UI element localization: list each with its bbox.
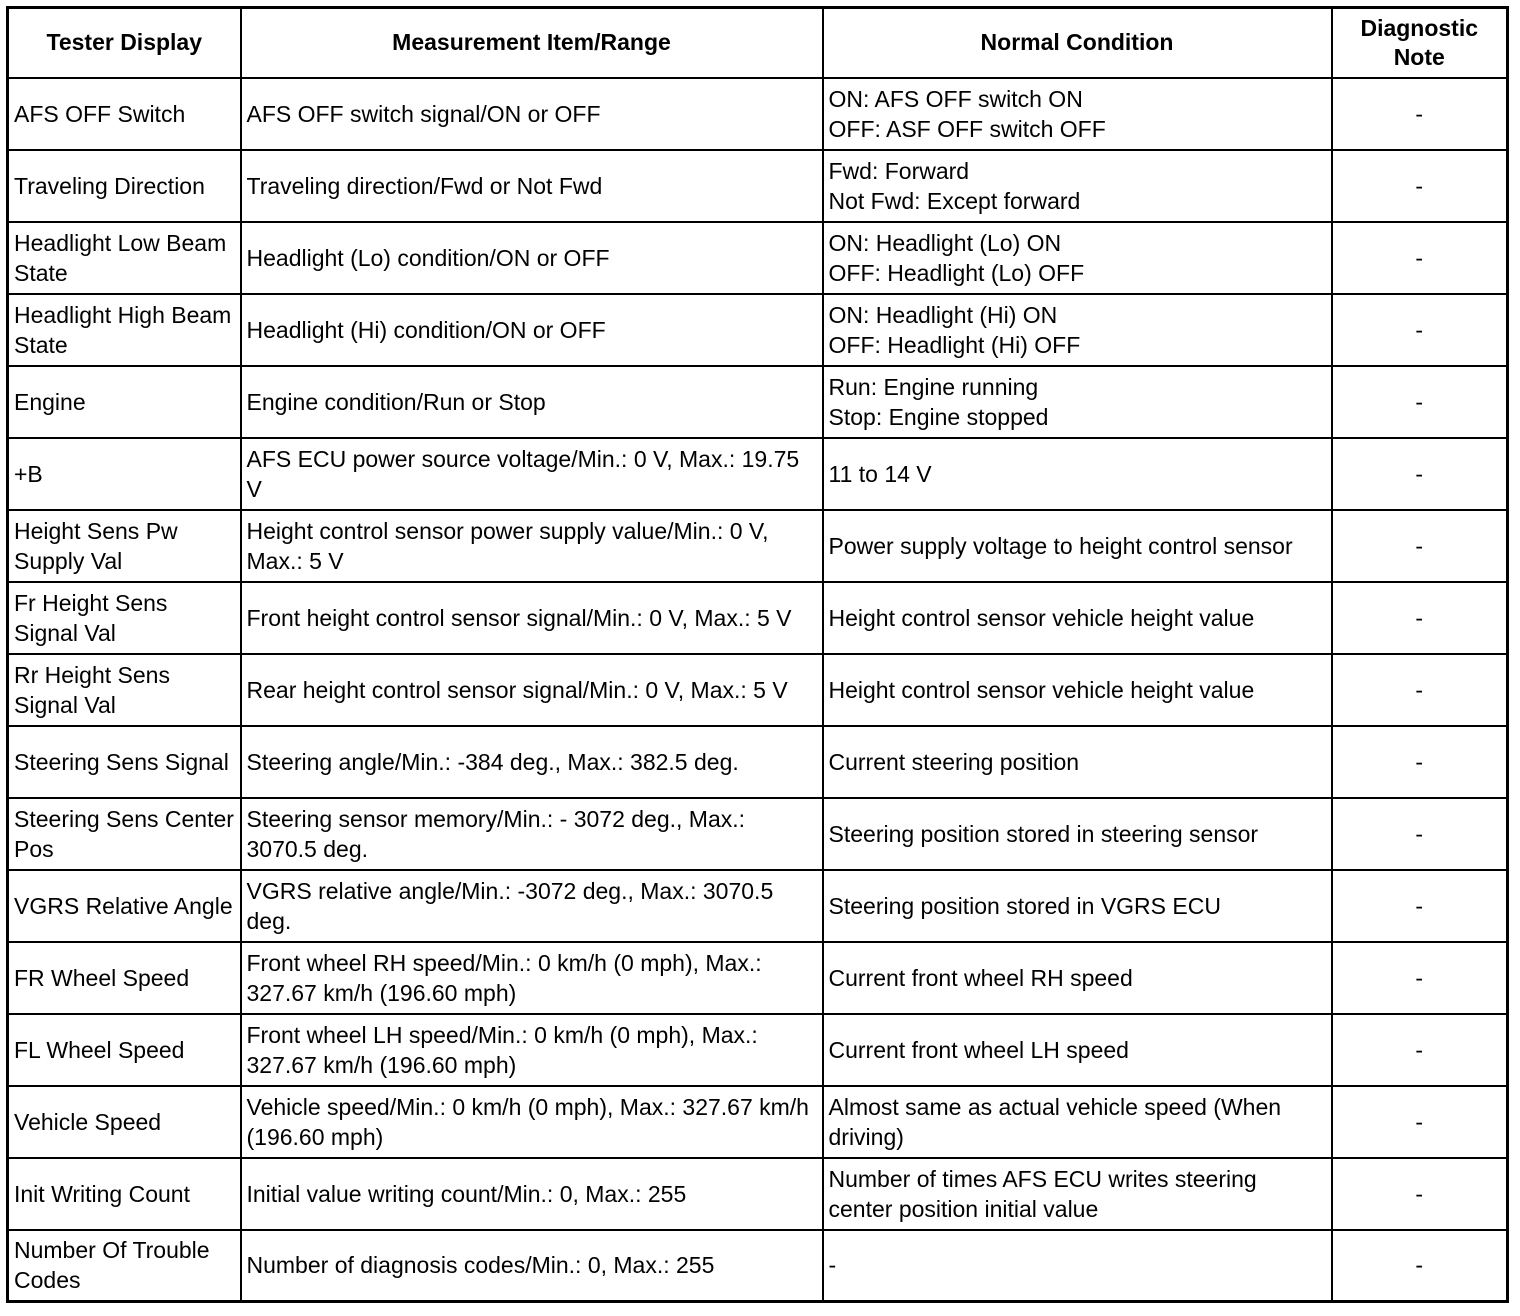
cell-diagnostic-note: - xyxy=(1332,1014,1508,1086)
table-row xyxy=(8,1230,1508,1302)
table-row xyxy=(8,1086,1508,1158)
cell-measurement-item: Headlight (Lo) condition/ON or OFF xyxy=(241,222,823,294)
condition-line: OFF: Headlight (Lo) OFF xyxy=(828,259,1085,286)
cell-normal-condition xyxy=(823,150,1332,222)
cell-measurement-item: Initial value writing count/Min.: 0, Max.: 255 xyxy=(241,1158,823,1230)
cell-diagnostic-note: - xyxy=(1332,942,1508,1014)
cell-diagnostic-note: - xyxy=(1332,726,1508,798)
cell-measurement-item: Front wheel LH speed/Min.: 0 km/h (0 mph), Max.: 327.67 km/h (196.60 mph) xyxy=(241,1014,823,1086)
condition-line: Power supply voltage to height control sensor xyxy=(828,532,1293,559)
cell-tester-display: Engine xyxy=(8,366,241,438)
condition-line: Height control sensor vehicle height value xyxy=(828,676,1255,703)
cell-diagnostic-note: - xyxy=(1332,654,1508,726)
cell-normal-condition xyxy=(823,942,1332,1014)
cell-tester-display: Traveling Direction xyxy=(8,150,241,222)
cell-normal-condition xyxy=(823,1086,1332,1158)
header-diagnostic-note-line1: Diagnostic xyxy=(1360,14,1479,41)
cell-diagnostic-note: - xyxy=(1332,582,1508,654)
cell-measurement-item: Vehicle speed/Min.: 0 km/h (0 mph), Max.: 327.67 km/h (196.60 mph) xyxy=(241,1086,823,1158)
condition-line: Current front wheel RH speed xyxy=(828,964,1133,991)
cell-tester-display: Vehicle Speed xyxy=(8,1086,241,1158)
condition-line: ON: Headlight (Hi) ON xyxy=(828,301,1058,328)
header-row xyxy=(8,8,1508,78)
header-diagnostic-note-line2: Note xyxy=(1393,43,1445,70)
cell-diagnostic-note: - xyxy=(1332,1158,1508,1230)
table-row xyxy=(8,654,1508,726)
header-tester-display: Tester Display xyxy=(8,8,241,78)
header-measurement-item: Measurement Item/Range xyxy=(241,8,823,78)
cell-diagnostic-note: - xyxy=(1332,510,1508,582)
cell-diagnostic-note: - xyxy=(1332,366,1508,438)
cell-normal-condition xyxy=(823,1014,1332,1086)
cell-measurement-item: Rear height control sensor signal/Min.: 0 V, Max.: 5 V xyxy=(241,654,823,726)
table-row xyxy=(8,438,1508,510)
table-row xyxy=(8,726,1508,798)
cell-tester-display: Height Sens Pw Supply Val xyxy=(8,510,241,582)
cell-normal-condition xyxy=(823,510,1332,582)
condition-line: ON: Headlight (Lo) ON xyxy=(828,229,1062,256)
cell-measurement-item: Steering angle/Min.: -384 deg., Max.: 382.5 deg. xyxy=(241,726,823,798)
cell-tester-display: Steering Sens Signal xyxy=(8,726,241,798)
cell-normal-condition xyxy=(823,582,1332,654)
condition-line: Not Fwd: Except forward xyxy=(828,187,1081,214)
cell-normal-condition xyxy=(823,1158,1332,1230)
table-row xyxy=(8,294,1508,366)
cell-diagnostic-note: - xyxy=(1332,438,1508,510)
cell-normal-condition xyxy=(823,1230,1332,1302)
table-row xyxy=(8,510,1508,582)
cell-measurement-item: Engine condition/Run or Stop xyxy=(241,366,823,438)
condition-line: OFF: ASF OFF switch OFF xyxy=(828,115,1106,142)
cell-measurement-item: Number of diagnosis codes/Min.: 0, Max.: 255 xyxy=(241,1230,823,1302)
cell-tester-display: Headlight High Beam State xyxy=(8,294,241,366)
cell-tester-display: Fr Height Sens Signal Val xyxy=(8,582,241,654)
condition-line: - xyxy=(828,1252,837,1279)
cell-tester-display: +B xyxy=(8,438,241,510)
cell-measurement-item: Front wheel RH speed/Min.: 0 km/h (0 mph), Max.: 327.67 km/h (196.60 mph) xyxy=(241,942,823,1014)
table-row xyxy=(8,1158,1508,1230)
cell-tester-display: Rr Height Sens Signal Val xyxy=(8,654,241,726)
condition-line: OFF: Headlight (Hi) OFF xyxy=(828,331,1081,358)
cell-diagnostic-note: - xyxy=(1332,222,1508,294)
table-row xyxy=(8,1014,1508,1086)
cell-tester-display: AFS OFF Switch xyxy=(8,78,241,150)
cell-tester-display: FR Wheel Speed xyxy=(8,942,241,1014)
cell-tester-display: Init Writing Count xyxy=(8,1158,241,1230)
header-diagnostic-note xyxy=(1332,8,1508,78)
cell-measurement-item: Height control sensor power supply value/Min.: 0 V, Max.: 5 V xyxy=(241,510,823,582)
cell-tester-display: FL Wheel Speed xyxy=(8,1014,241,1086)
cell-measurement-item: Traveling direction/Fwd or Not Fwd xyxy=(241,150,823,222)
cell-measurement-item: Steering sensor memory/Min.: - 3072 deg., Max.: 3070.5 deg. xyxy=(241,798,823,870)
condition-line: Almost same as actual vehicle speed (When driving) xyxy=(828,1093,1282,1150)
table-body xyxy=(8,78,1508,1302)
cell-diagnostic-note: - xyxy=(1332,1086,1508,1158)
cell-measurement-item: VGRS relative angle/Min.: -3072 deg., Max.: 3070.5 deg. xyxy=(241,870,823,942)
condition-line: Run: Engine running xyxy=(828,373,1039,400)
cell-measurement-item: AFS ECU power source voltage/Min.: 0 V, Max.: 19.75 V xyxy=(241,438,823,510)
cell-tester-display: Headlight Low Beam State xyxy=(8,222,241,294)
cell-normal-condition xyxy=(823,78,1332,150)
cell-normal-condition xyxy=(823,726,1332,798)
table-row xyxy=(8,942,1508,1014)
table-row xyxy=(8,222,1508,294)
condition-line: Fwd: Forward xyxy=(828,157,970,184)
table-row xyxy=(8,78,1508,150)
cell-diagnostic-note: - xyxy=(1332,870,1508,942)
cell-tester-display: Steering Sens Center Pos xyxy=(8,798,241,870)
condition-line: 11 to 14 V xyxy=(828,460,932,487)
cell-diagnostic-note: - xyxy=(1332,294,1508,366)
cell-normal-condition xyxy=(823,438,1332,510)
header-normal-condition: Normal Condition xyxy=(823,8,1332,78)
data-list-table-container xyxy=(6,6,1506,1303)
condition-line: Steering position stored in VGRS ECU xyxy=(828,892,1221,919)
cell-normal-condition xyxy=(823,798,1332,870)
cell-measurement-item: Front height control sensor signal/Min.: 0 V, Max.: 5 V xyxy=(241,582,823,654)
data-list-table xyxy=(6,6,1509,1303)
condition-line: Current front wheel LH speed xyxy=(828,1036,1129,1063)
condition-line: Number of times AFS ECU writes steering center position initial value xyxy=(828,1165,1257,1222)
condition-line: Steering position stored in steering sensor xyxy=(828,820,1259,847)
cell-diagnostic-note: - xyxy=(1332,150,1508,222)
table-row xyxy=(8,150,1508,222)
cell-normal-condition xyxy=(823,654,1332,726)
condition-line: Stop: Engine stopped xyxy=(828,403,1049,430)
condition-line: Height control sensor vehicle height value xyxy=(828,604,1255,631)
cell-diagnostic-note: - xyxy=(1332,1230,1508,1302)
cell-normal-condition xyxy=(823,294,1332,366)
cell-normal-condition xyxy=(823,366,1332,438)
cell-measurement-item: AFS OFF switch signal/ON or OFF xyxy=(241,78,823,150)
condition-line: Current steering position xyxy=(828,748,1080,775)
table-row xyxy=(8,366,1508,438)
cell-normal-condition xyxy=(823,222,1332,294)
condition-line: ON: AFS OFF switch ON xyxy=(828,85,1083,112)
cell-tester-display: VGRS Relative Angle xyxy=(8,870,241,942)
table-row xyxy=(8,870,1508,942)
cell-diagnostic-note: - xyxy=(1332,798,1508,870)
table-row xyxy=(8,582,1508,654)
cell-normal-condition xyxy=(823,870,1332,942)
table-row xyxy=(8,798,1508,870)
cell-diagnostic-note: - xyxy=(1332,78,1508,150)
cell-tester-display: Number Of Trouble Codes xyxy=(8,1230,241,1302)
cell-measurement-item: Headlight (Hi) condition/ON or OFF xyxy=(241,294,823,366)
